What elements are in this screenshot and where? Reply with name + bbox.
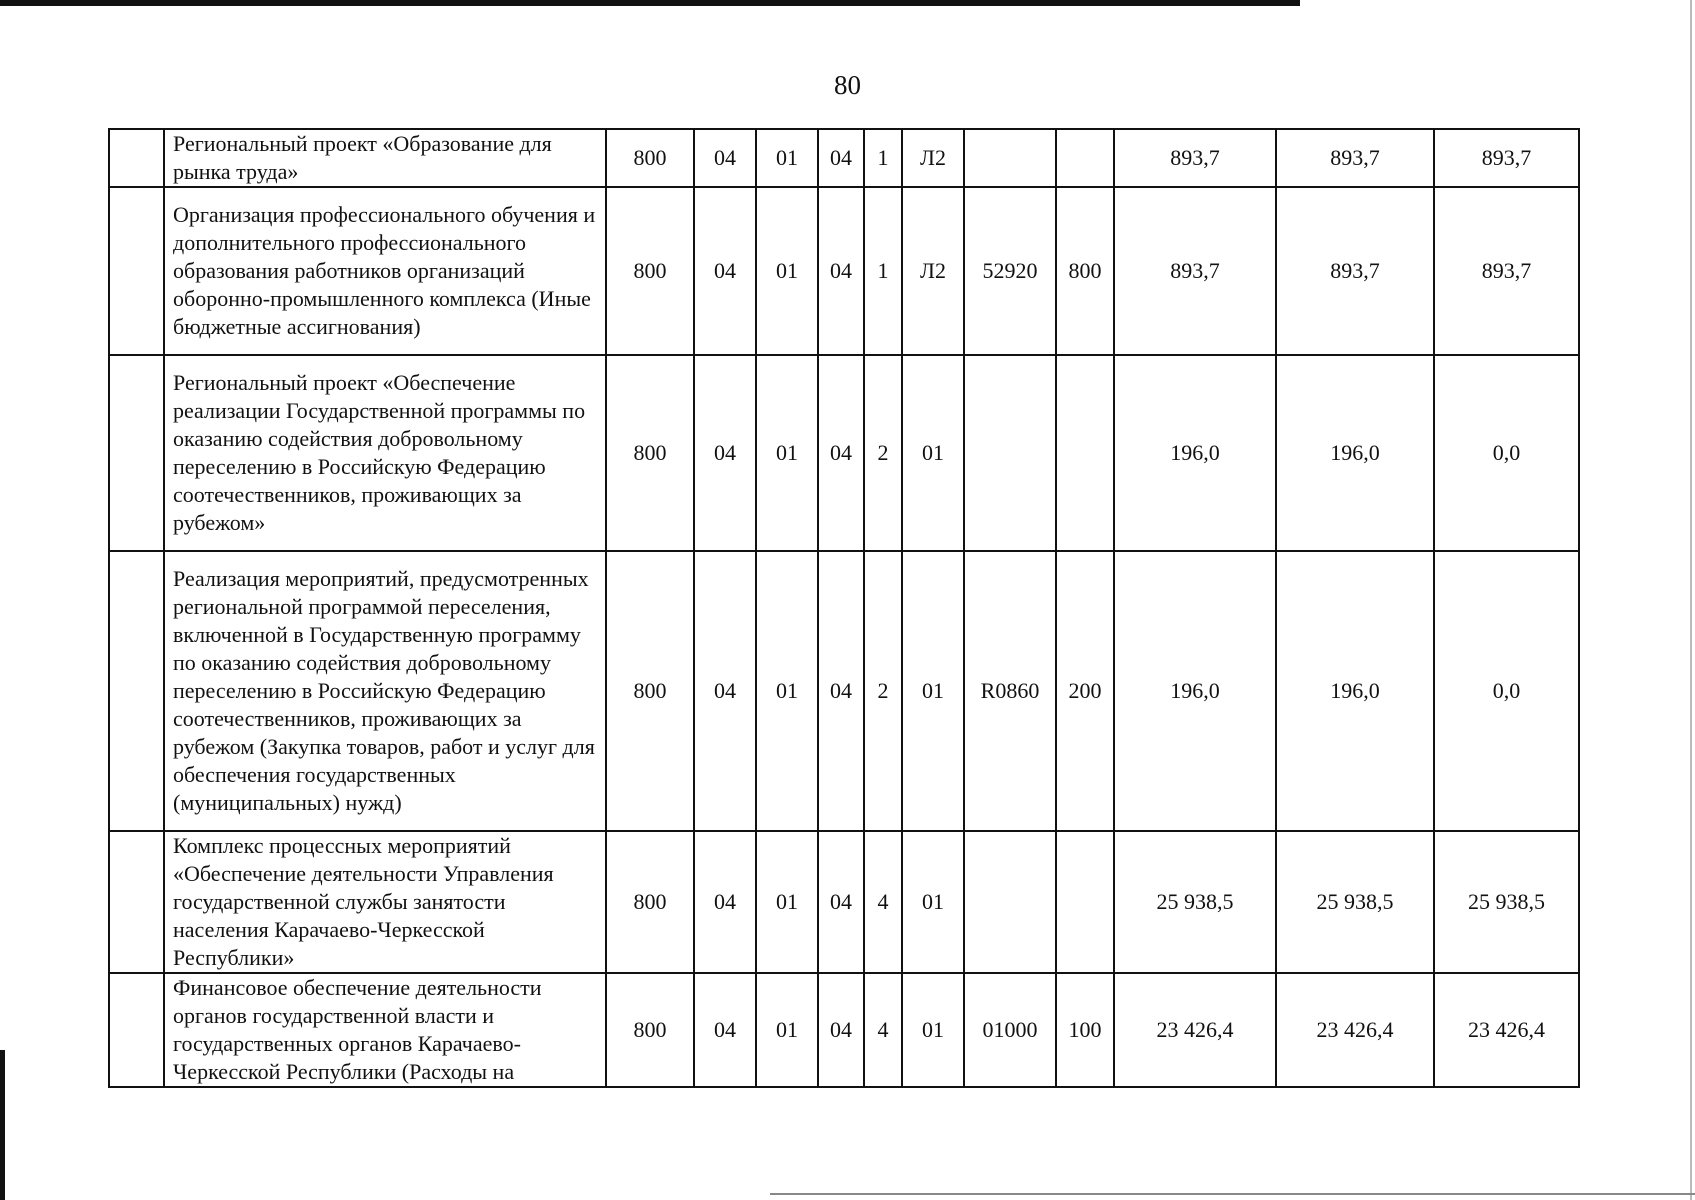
expense-type-cell xyxy=(1056,831,1114,973)
section-code-cell: 04 xyxy=(694,973,756,1087)
table-row xyxy=(109,973,1579,1087)
amount-year-2-cell: 196,0 xyxy=(1276,355,1434,551)
description-cell: Реализация мероприятий, предусмотренных региональной программой переселения, включенной в Государственную программу по оказанию содействия добровольному переселению в Российскую Федерацию соотечественников, проживающих за рубежом (Закупка товаров, работ и услуг для обеспечения государственных (муниципальных) нужд) xyxy=(164,551,606,831)
section-code-cell: 04 xyxy=(694,355,756,551)
amount-year-3-cell: 25 938,5 xyxy=(1434,831,1579,973)
target-code-cell: 52920 xyxy=(964,187,1056,355)
item-code-cell: Л2 xyxy=(902,129,964,187)
amount-year-3-cell: 0,0 xyxy=(1434,355,1579,551)
amount-year-1-cell: 893,7 xyxy=(1114,187,1276,355)
description-cell: Региональный проект «Образование для рынка труда» xyxy=(164,129,606,187)
item-code-cell: Л2 xyxy=(902,187,964,355)
description-cell: Организация профессионального обучения и дополнительного профессионального образования работников организаций оборонно-промышленного комплекса (Иные бюджетные ассигнования) xyxy=(164,187,606,355)
amount-year-3-cell: 893,7 xyxy=(1434,129,1579,187)
section-code-cell: 04 xyxy=(694,129,756,187)
subsection-code-cell: 01 xyxy=(756,973,818,1087)
amount-year-2-cell: 25 938,5 xyxy=(1276,831,1434,973)
subprogram-code-cell: 1 xyxy=(864,129,902,187)
table-row xyxy=(109,129,1579,187)
budget-table xyxy=(108,128,1580,1088)
section-code-cell: 04 xyxy=(694,831,756,973)
expense-type-cell xyxy=(1056,129,1114,187)
description-cell: Региональный проект «Обеспечение реализации Государственной программы по оказанию содействия добровольному переселению в Российскую Федерацию соотечественников, проживающих за рубежом» xyxy=(164,355,606,551)
description-cell: Финансовое обеспечение деятельности органов государственной власти и государственных органов Карачаево-Черкесской Республики (Расходы на xyxy=(164,973,606,1087)
expense-type-cell: 800 xyxy=(1056,187,1114,355)
scan-right-edge xyxy=(1690,0,1692,1200)
subprogram-code-cell: 4 xyxy=(864,831,902,973)
ministry-code-cell: 800 xyxy=(606,355,694,551)
scan-top-border xyxy=(0,0,1300,6)
subsection-code-cell: 01 xyxy=(756,831,818,973)
program-code-cell: 04 xyxy=(818,831,864,973)
amount-year-2-cell: 893,7 xyxy=(1276,187,1434,355)
row-number-cell xyxy=(109,551,164,831)
amount-year-3-cell: 23 426,4 xyxy=(1434,973,1579,1087)
program-code-cell: 04 xyxy=(818,187,864,355)
item-code-cell: 01 xyxy=(902,551,964,831)
item-code-cell: 01 xyxy=(902,831,964,973)
subsection-code-cell: 01 xyxy=(756,551,818,831)
amount-year-1-cell: 196,0 xyxy=(1114,551,1276,831)
scan-left-border xyxy=(0,1050,5,1200)
section-code-cell: 04 xyxy=(694,551,756,831)
ministry-code-cell: 800 xyxy=(606,551,694,831)
subsection-code-cell: 01 xyxy=(756,129,818,187)
amount-year-2-cell: 23 426,4 xyxy=(1276,973,1434,1087)
subsection-code-cell: 01 xyxy=(756,187,818,355)
ministry-code-cell: 800 xyxy=(606,129,694,187)
expense-type-cell xyxy=(1056,355,1114,551)
amount-year-3-cell: 893,7 xyxy=(1434,187,1579,355)
amount-year-1-cell: 893,7 xyxy=(1114,129,1276,187)
target-code-cell xyxy=(964,355,1056,551)
subprogram-code-cell: 4 xyxy=(864,973,902,1087)
table-row xyxy=(109,551,1579,831)
amount-year-1-cell: 23 426,4 xyxy=(1114,973,1276,1087)
row-number-cell xyxy=(109,355,164,551)
amount-year-2-cell: 196,0 xyxy=(1276,551,1434,831)
subprogram-code-cell: 2 xyxy=(864,551,902,831)
table-row xyxy=(109,187,1579,355)
row-number-cell xyxy=(109,831,164,973)
expense-type-cell: 200 xyxy=(1056,551,1114,831)
row-number-cell xyxy=(109,129,164,187)
target-code-cell xyxy=(964,129,1056,187)
scan-bottom-border xyxy=(770,1193,1695,1195)
target-code-cell: R0860 xyxy=(964,551,1056,831)
table-row xyxy=(109,831,1579,973)
ministry-code-cell: 800 xyxy=(606,831,694,973)
item-code-cell: 01 xyxy=(902,973,964,1087)
description-cell: Комплекс процессных мероприятий «Обеспечение деятельности Управления государственной службы занятости населения Карачаево-Черкесской Республики» xyxy=(164,831,606,973)
target-code-cell xyxy=(964,831,1056,973)
amount-year-1-cell: 25 938,5 xyxy=(1114,831,1276,973)
subsection-code-cell: 01 xyxy=(756,355,818,551)
expense-type-cell: 100 xyxy=(1056,973,1114,1087)
subprogram-code-cell: 2 xyxy=(864,355,902,551)
amount-year-2-cell: 893,7 xyxy=(1276,129,1434,187)
program-code-cell: 04 xyxy=(818,973,864,1087)
target-code-cell: 01000 xyxy=(964,973,1056,1087)
page-number: 80 xyxy=(834,70,861,100)
program-code-cell: 04 xyxy=(818,551,864,831)
item-code-cell: 01 xyxy=(902,355,964,551)
ministry-code-cell: 800 xyxy=(606,973,694,1087)
table-row xyxy=(109,355,1579,551)
ministry-code-cell: 800 xyxy=(606,187,694,355)
amount-year-3-cell: 0,0 xyxy=(1434,551,1579,831)
amount-year-1-cell: 196,0 xyxy=(1114,355,1276,551)
row-number-cell xyxy=(109,187,164,355)
program-code-cell: 04 xyxy=(818,355,864,551)
row-number-cell xyxy=(109,973,164,1087)
program-code-cell: 04 xyxy=(818,129,864,187)
section-code-cell: 04 xyxy=(694,187,756,355)
subprogram-code-cell: 1 xyxy=(864,187,902,355)
